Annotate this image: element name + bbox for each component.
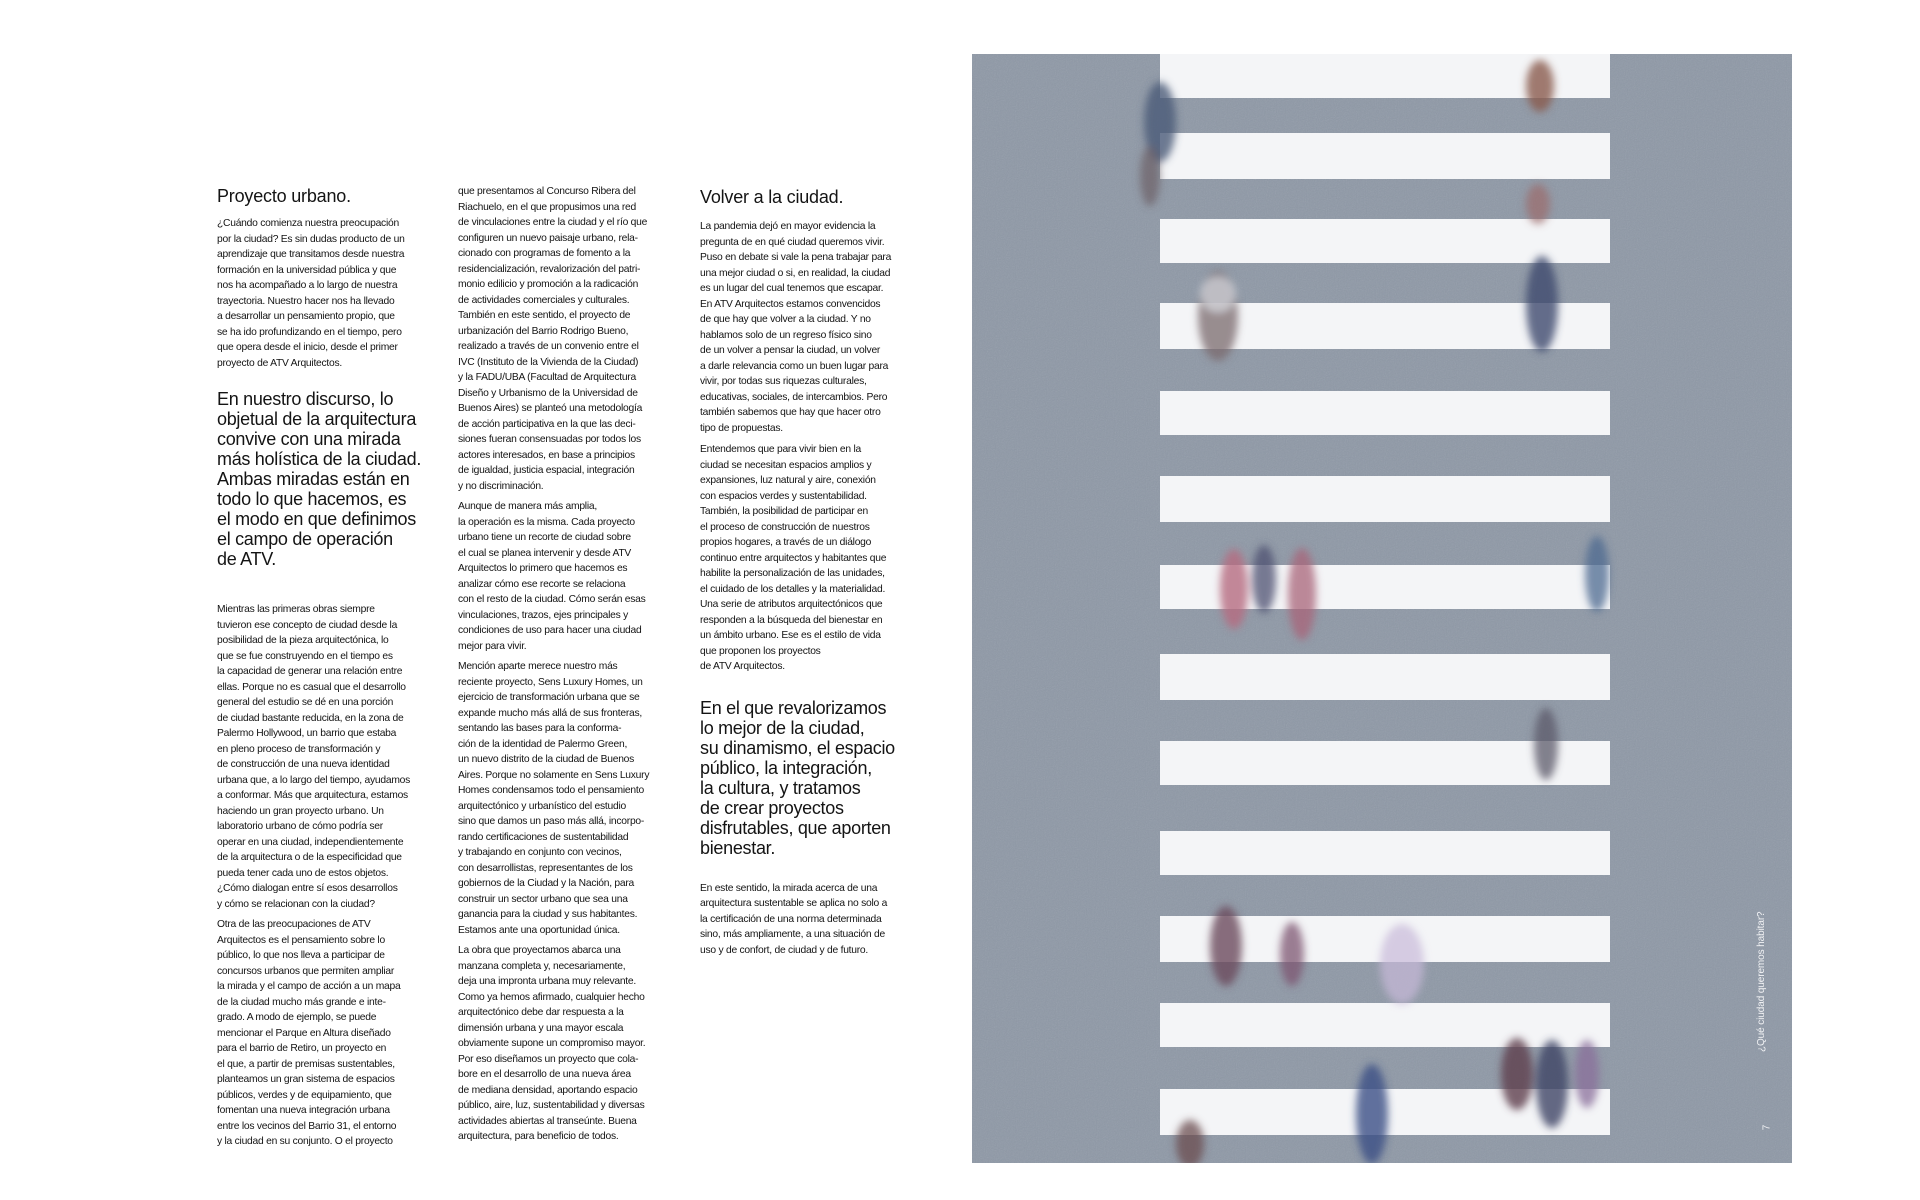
pedestrian-blur [1526, 256, 1558, 352]
body-paragraph: Otra de las preocupaciones de ATV Arquitectos es el pensamiento sobre lo público, lo que nos lleva a participar de concursos urbanos que permiten ampliar la mirada y el campo de acción a un mapa de la ciudad mucho más grande e inte- grado. A modo de ejemplo, se puede mencionar el Parque en Altura diseñado para el barrio de Retiro, un proyecto en el que, a partir de premisas sustentables, planteamos un gran sistema de espacios públicos, verdes y de equipamiento, que fomentan una nueva integración urbana entre los vecinos del Barrio 31, el entorno y la ciudad en su conjunto. O el proyecto [217, 919, 401, 1147]
body-paragraph: Mientras las primeras obras siempre tuvieron ese concepto de ciudad desde la posibilidad de la pieza arquitectónica, lo que se fue construyendo en el tiempo es la capacidad de generar una relación entre ellas. Porque no es casual que el desarrollo general del estudio se dé en una porción de ciudad bastante reducida, en la zona de Palermo Hollywood, un barrio que estaba en pleno proceso de transformación y de construcción de una nueva identidad urbana que, a lo largo del tiempo, ayudamos a conformar. Más que arquitectura, estamos haciendo un gran proyecto urbano. Un laboratorio urbano de cómo podría ser operar en una ciudad, independientemente de la arquitectura o de la especificidad que pueda tener cada uno de estos objetos. ¿Cómo dialogan entre sí esos desarrollos y cómo se relacionan con la ciudad? [217, 604, 411, 910]
section-heading-proyecto-urbano: Proyecto urbano. [217, 186, 351, 206]
pedestrian-blur [1356, 1064, 1388, 1163]
pedestrian-blur [1380, 924, 1424, 1004]
body-paragraph: Mención aparte merece nuestro más reciente proyecto, Sens Luxury Homes, un ejercicio de transformación urbana que se expande mucho más allá de sus fronteras, sentando las bases para la conforma- ción de la identidad de Palermo Green, un nuevo distrito de la ciudad de Buenos Aires. Porque no solamente en Sens Luxury Homes condensamos todo el pensamiento arquitectónico y urbanístico del estudio sino que damos un paso más allá, incorpo- rando certificaciones de sustentabilidad y trabajando en conjunto con vecinos, con desarrollistas, representantes de los gobiernos de la Ciudad y la Nación, para construir un sector urbano que sea una ganancia para la ciudad y sus habitantes. Estamos ante una oportunidad única. [458, 661, 650, 936]
crosswalk-stripe [1160, 133, 1610, 179]
pedestrian-blur [1534, 708, 1558, 780]
intro-paragraph: ¿Cuándo comienza nuestra preocupación por la ciudad? Es sin dudas producto de un aprendizaje que transitamos desde nuestra formación en la universidad pública y que nos ha acompañado a lo largo de nuestra trayectoria. Nuestro hacer nos ha llevado a desarrollar un pensamiento propio, que se ha ido profundizando en el tiempo, pero que opera desde el inicio, desde el primer proyecto de ATV Arquitectos. [217, 218, 405, 369]
pedestrian-blur [1280, 922, 1304, 986]
body-paragraph: En este sentido, la mirada acerca de una arquitectura sustentable se aplica no solo a la certificación de una norma determinada sino, más ampliamente, a una situación de uso y de confort, de ciudad y de futuro. [700, 882, 888, 956]
text-column-2 [458, 184, 672, 1150]
text-column-3 [700, 186, 914, 964]
pull-quote-2: En el que revalorizamos lo mejor de la ciudad, su dinamismo, el espacio público, la integración, la cultura, y tratamos de crear proyectos disfrutables, que aporten bienestar. [700, 697, 895, 858]
pedestrian-blur [1288, 548, 1316, 640]
pedestrian-blur [1575, 1040, 1599, 1108]
pedestrian-blur [1526, 60, 1554, 112]
crosswalk-stripe [1160, 391, 1610, 435]
section-heading-volver-a-la-ciudad: Volver a la ciudad. [700, 187, 844, 207]
text-column-1 [217, 186, 431, 1155]
body-paragraph: que presentamos al Concurso Ribera del Riachuelo, en el que propusimos una red de vinculaciones entre la ciudad y el río que configuren un nuevo paisaje urbano, rela- cionado con programas de fomento a la residencialización, revalorización del patri- monio edilicio y promoción a la radicación de actividades comerciales y culturales. También en este sentido, el proyecto de urbanización del Barrio Rodrigo Bueno, realizado a través de un convenio entre el IVC (Instituto de la Vivienda de la Ciudad) y la FADU/UBA (Facultad de Arquitectura Diseño y Urbanismo de la Universidad de Buenos Aires) se planteó una metodología de acción participativa en la que las deci- siones fueran consensuadas por todos los actores interesados, en base a principios de igualdad, justicia espacial, integración y no discriminación. [458, 186, 648, 492]
pedestrian-blur [1210, 906, 1242, 986]
crosswalk-stripe [1160, 831, 1610, 875]
pedestrian-blur [1526, 184, 1550, 224]
vertical-caption-text: ¿Qué ciudad queremos habitar? [1756, 911, 1767, 1052]
pull-quote-1: En nuestro discurso, lo objetual de la arquitectura convive con una mirada más holística de la ciudad. Ambas miradas están en todo lo que hacemos, es el modo en que definimos el campo de operación de ATV. [217, 389, 422, 569]
crosswalk-stripe [1160, 654, 1610, 700]
pedestrian-blur [1220, 549, 1248, 629]
pedestrian-blur [1140, 146, 1160, 206]
body-paragraph: Aunque de manera más amplia, la operación es la misma. Cada proyecto urbano tiene un recorte de ciudad sobre el cual se planea intervenir y desde ATV Arquitectos lo primero que hacemos es analizar cómo ese recorte se relaciona con el resto de la ciudad. Cómo serán esas vinculaciones, trazos, ejes principales y condiciones de uso para hacer una ciudad mejor para vivir. [458, 501, 646, 652]
pedestrian-blur [1252, 545, 1276, 613]
crosswalk-photo [972, 54, 1792, 1163]
crosswalk-stripe [1160, 476, 1610, 522]
body-paragraph: La pandemia dejó en mayor evidencia la pregunta de en qué ciudad queremos vivir. Puso en debate si vale la pena trabajar para una mejor ciudad o si, en realidad, la ciudad es un lugar del cual tenemos que escapar. En ATV Arquitectos estamos convencidos de que hay que volver a la ciudad. Y no hablamos solo de un regreso físico sino de un volver a pensar la ciudad, un volver a darle relevancia como un buen lugar para vivir, por todas sus riquezas culturales, educativas, sociales, de intercambios. Pero también sabemos que hay que hacer otro tipo de propuestas. [700, 221, 892, 434]
pedestrian-blur [1200, 276, 1236, 312]
page-number: 7 [1761, 1124, 1773, 1131]
pedestrian-blur [1501, 1038, 1533, 1110]
crosswalk-stripe [1160, 1003, 1610, 1047]
pedestrian-blur [1585, 536, 1609, 612]
crosswalk-illustration [972, 54, 1792, 1163]
pedestrian-blur [1536, 1040, 1568, 1128]
body-paragraph: Entendemos que para vivir bien en la ciudad se necesitan espacios amplios y expansiones, luz natural y aire, conexión con espacios verdes y sustentabilidad. También, la posibilidad de participar en el proceso de construcción de nuestros propios hogares, a través de un diálogo continuo entre arquitectos y habitantes que habilite la personalización de las unidades, el cuidado de los detalles y la materialidad. Una serie de atributos arquitectónicos que responden a la búsqueda del bienestar en un ámbito urbano. Ese es el estilo de vida que proponen los proyectos de ATV Arquitectos. [700, 444, 887, 672]
body-paragraph: La obra que proyectamos abarca una manzana completa y, necesariamente, deja una impronta urbana muy relevante. Como ya hemos afirmado, cualquier hecho arquitectónico debe dar respuesta a la dimensión urbana y una mayor escala obviamente supone un compromiso mayor. Por eso diseñamos un proyecto que cola- bore en el desarrollo de una nueva área de mediana densidad, aportando espacio público, aire, luz, sustentabilidad y diversas actividades abiertas al transeúnte. Buena arquitectura, para beneficio de todos. [458, 945, 646, 1142]
